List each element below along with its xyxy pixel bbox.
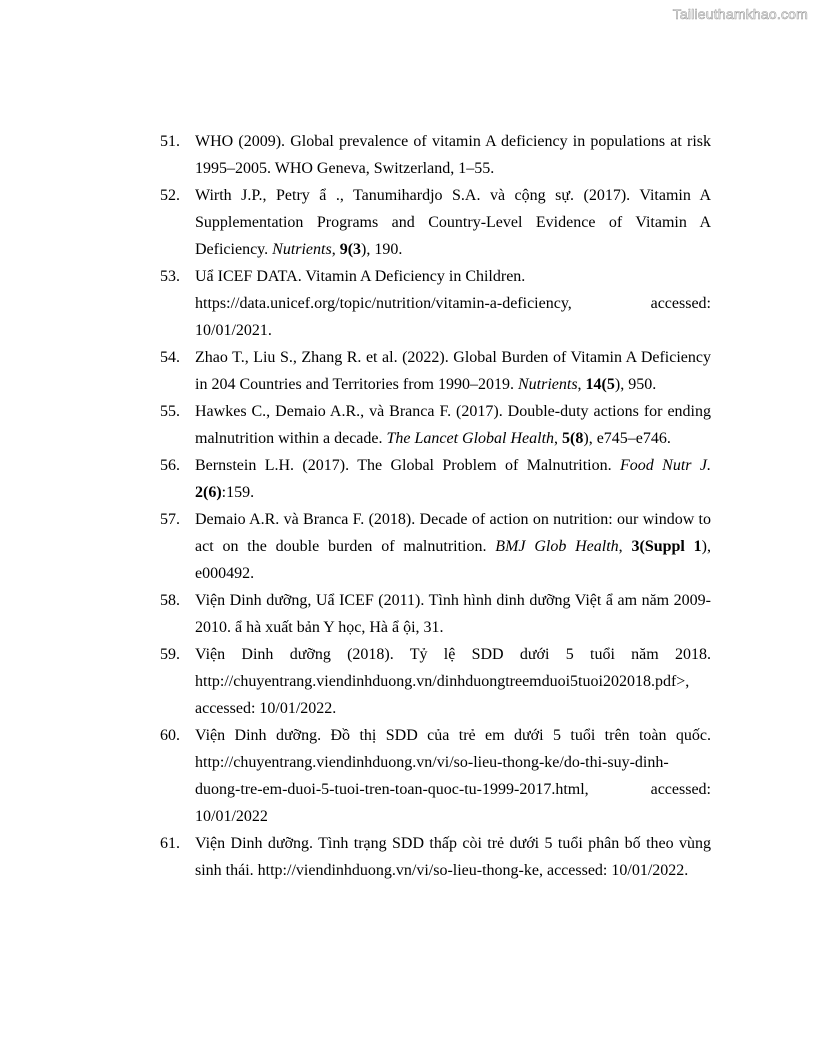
reference-item-52 — [160, 182, 711, 263]
reference-text — [195, 344, 711, 398]
reference-line: Viện Dinh dưỡng (2018). Tỷ lệ SDD dưới 5 tuổi năm 2018. — [195, 646, 711, 663]
pages: :159. — [221, 484, 255, 501]
reference-list — [160, 128, 711, 884]
volume: 3(Suppl 1 — [631, 538, 702, 555]
reference-line: 10/01/2021. — [195, 322, 272, 339]
reference-text: Viện Dinh dưỡng. Tình trạng SDD thấp còi trẻ dưới 5 tuổi phân bố theo vùng sinh thái. http://viendinhduong.vn/vi/so-lieu-thong-ke, accessed: 10/01/2022. — [195, 835, 711, 879]
volume: 2(6) — [195, 484, 222, 501]
reference-text — [195, 182, 711, 263]
reference-item-59 — [160, 641, 711, 722]
watermark: Tailieuthamkhao.com — [672, 6, 808, 22]
reference-item-57 — [160, 506, 711, 587]
reference-item-61 — [160, 830, 711, 884]
reference-item-60 — [160, 722, 711, 830]
volume: 5(8 — [562, 430, 584, 447]
separator: , — [618, 538, 632, 555]
volume: 14(5 — [585, 376, 615, 393]
reference-line: accessed: 10/01/2022. — [195, 700, 337, 717]
reference-text: Viện Dinh dưỡng, Uẩ ICEF (2011). Tình hình dinh dưỡng Việt ẩ am năm 2009-2010. ẩ hà xuất bản Y học, Hà ẩ ội, 31. — [195, 592, 711, 636]
reference-line: Uẩ ICEF DATA. Vitamin A Deficiency in Children. — [195, 268, 526, 285]
reference-url-line: duong-tre-em-duoi-5-tuoi-tren-toan-quoc-tu-1999-2017.html, accessed: — [195, 781, 711, 798]
separator: , — [577, 376, 586, 393]
reference-item-58 — [160, 587, 711, 641]
reference-citation: Hawkes C., Demaio A.R., và Branca F. (2017). Double-duty actions for ending malnutrition within a decade. — [195, 403, 711, 447]
reference-number: 52. — [160, 187, 180, 204]
journal-name: BMJ Glob Health — [495, 538, 619, 555]
reference-line: Viện Dinh dưỡng. Đồ thị SDD của trẻ em dưới 5 tuổi trên toàn quốc. — [195, 727, 711, 744]
reference-item-56 — [160, 452, 711, 506]
reference-item-55 — [160, 398, 711, 452]
reference-item-53 — [160, 263, 711, 344]
reference-number: 57. — [160, 511, 180, 528]
reference-item-51 — [160, 128, 711, 182]
reference-item-54 — [160, 344, 711, 398]
reference-citation: Bernstein L.H. (2017). The Global Problem of Malnutrition. — [195, 457, 620, 474]
reference-number: 61. — [160, 835, 180, 852]
pages: ), 190. — [361, 241, 403, 258]
reference-number: 59. — [160, 646, 180, 663]
issue: 3 — [353, 241, 362, 258]
reference-url-line: http://chuyentrang.viendinhduong.vn/dinhduongtreemduoi5tuoi202018.pdf>, — [195, 673, 690, 690]
pages: ), e745–e746. — [583, 430, 671, 447]
reference-number: 51. — [160, 133, 180, 150]
pages: ), 950. — [614, 376, 657, 393]
volume: 9( — [339, 241, 354, 258]
reference-number: 53. — [160, 268, 180, 285]
separator: , — [554, 430, 563, 447]
reference-text — [195, 452, 711, 506]
separator: , — [331, 241, 340, 258]
reference-text — [195, 506, 711, 587]
reference-number: 56. — [160, 457, 180, 474]
reference-line: 10/01/2022 — [195, 808, 268, 825]
journal-name: Food Nutr J. — [620, 457, 711, 474]
reference-citation: Zhao T., Liu S., Zhang R. et al. (2022). Global Burden of Vitamin A Deficiency in 204 Countries and Territories from 1990–2019. — [195, 349, 711, 393]
reference-number: 60. — [160, 727, 180, 744]
pages: ), e000492. — [195, 538, 711, 582]
reference-number: 54. — [160, 349, 180, 366]
journal-name: Nutrients — [272, 241, 332, 258]
reference-citation: Wirth J.P., Petry ẩ ., Tanumihardjo S.A. và cộng sự. (2017). Vitamin A Supplementation Programs and Country-Level Evidence of Vitamin A Deficiency. — [195, 187, 711, 258]
journal-name: The Lancet Global Health — [386, 430, 555, 447]
reference-text — [195, 398, 711, 452]
journal-name: Nutrients — [517, 376, 578, 393]
reference-number: 58. — [160, 592, 180, 609]
reference-citation: Demaio A.R. và Branca F. (2018). Decade of action on nutrition: our window to act on the double burden of malnutrition. — [195, 511, 711, 555]
reference-text: WHO (2009). Global prevalence of vitamin A deficiency in populations at risk 1995–2005. WHO Geneva, Switzerland, 1–55. — [195, 133, 711, 177]
reference-url-line: http://chuyentrang.viendinhduong.vn/vi/so-lieu-thong-ke/do-thi-suy-dinh- — [195, 754, 669, 771]
reference-url-line: https://data.unicef.org/topic/nutrition/vitamin-a-deficiency, accessed: — [195, 295, 711, 312]
reference-number: 55. — [160, 403, 180, 420]
